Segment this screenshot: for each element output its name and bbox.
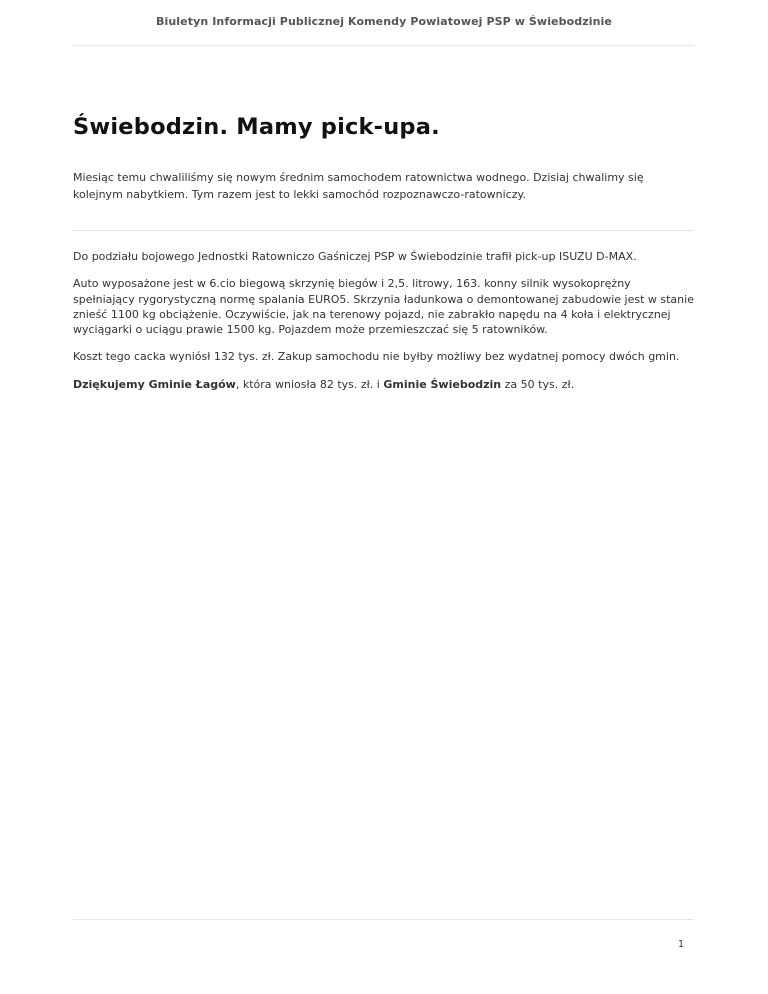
document-header: Biuletyn Informacji Publicznej Komendy Powiatowej PSP w Świebodzinie <box>156 15 612 28</box>
header-divider <box>73 45 694 46</box>
article-title: Świebodzin. Mamy pick-upa. <box>73 114 440 140</box>
thanks-paragraph <box>73 377 694 392</box>
article-body <box>73 249 694 404</box>
lead-divider <box>73 230 694 231</box>
thanks-lagow: Dziękujemy Gminie Łagów <box>73 377 236 391</box>
thanks-text: , która wniosła 82 tys. zł. i <box>235 377 384 391</box>
footer-divider <box>73 919 694 920</box>
article-paragraph: Auto wyposażone jest w 6.cio biegową skrzynię biegów i 2,5. litrowy, 163. konny silnik wysokoprężny spełniający rygorystyczną normę spalania EURO5. Skrzynia ładunkowa o demontowanej zabudowie jest w stanie znieść 1100 kg obciążenie. Oczywiście, jak na terenowy pojazd, nie zabrakło napędu na 4 koła i elektrycznej wyciągarki o uciągu prawie 1500 kg. Pojazdem może przemieszczać się 5 ratowników. <box>73 277 694 337</box>
thanks-swiebodzin: Gminie Świebodzin <box>383 377 502 391</box>
article-paragraph: Do podziału bojowego Jednostki Ratowniczo Gaśniczej PSP w Świebodzinie trafił pick-up ISUZU D-MAX. <box>73 250 637 263</box>
article-lead: Miesiąc temu chwaliliśmy się nowym średnim samochodem ratownictwa wodnego. Dzisiaj chwalimy się kolejnym nabytkiem. Tym razem jest to lekki samochód rozpoznawczo-ratowniczy. <box>73 171 644 201</box>
article-paragraph: Koszt tego cacka wyniósł 132 tys. zł. Zakup samochodu nie byłby możliwy bez wydatnej pomocy dwóch gmin. <box>73 350 680 364</box>
page-number: 1 <box>677 939 684 950</box>
thanks-text-end: za 50 tys. zł. <box>501 377 575 391</box>
